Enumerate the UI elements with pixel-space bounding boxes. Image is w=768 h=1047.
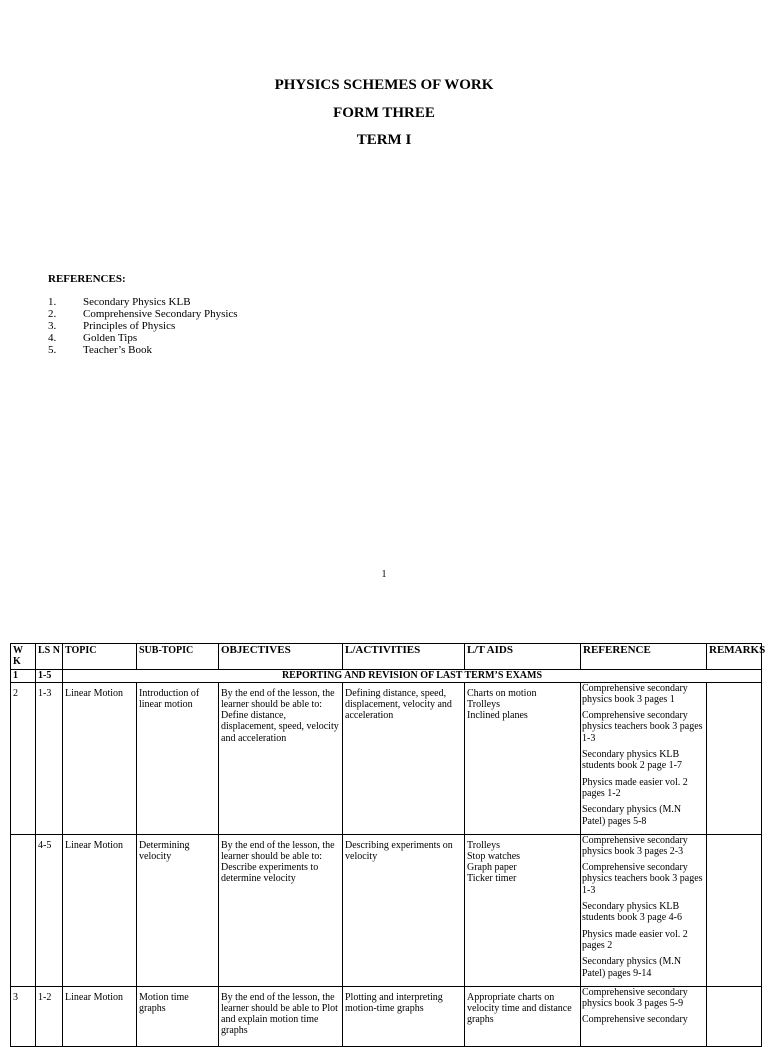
header-reference: REFERENCE	[581, 644, 707, 670]
revision-week: 1	[11, 669, 36, 682]
revision-lesson: 1-5	[36, 669, 63, 682]
table-row	[11, 986, 762, 1046]
reference-item	[48, 332, 238, 344]
cell-remarks	[707, 682, 762, 834]
aid-item: Trolleys	[467, 839, 500, 851]
reference-entry: Physics made easier vol. 2 pages 1-2	[582, 776, 688, 799]
aid-item: Graph paper	[467, 862, 517, 874]
reference-text: Golden Tips	[83, 332, 138, 344]
table-header-row	[11, 644, 762, 670]
aid-item: Inclined planes	[467, 710, 528, 722]
reference-number: 3.	[48, 320, 57, 332]
cell-activities: Describing experiments on velocity	[343, 834, 465, 986]
title-line-3: TERM I	[356, 132, 412, 148]
cell-subtopic: Introduction of linear motion	[137, 682, 219, 834]
reference-entry: Comprehensive secondary	[582, 1014, 688, 1026]
header-subtopic: SUB-TOPIC	[137, 644, 219, 670]
aid-item: Ticker timer	[467, 873, 517, 885]
cell-lesson: 1-2	[36, 986, 63, 1046]
title-line-1: PHYSICS SCHEMES OF WORK	[274, 77, 494, 93]
cell-remarks	[707, 986, 762, 1046]
reference-entry: Comprehensive secondary physics teachers book 3 pages 1-3	[582, 862, 703, 896]
aid-item: Trolleys	[467, 698, 500, 710]
reference-text: Secondary Physics KLB	[83, 296, 191, 308]
reference-text: Teacher’s Book	[83, 344, 152, 356]
reference-number: 4.	[48, 332, 57, 344]
references-heading: REFERENCES:	[48, 273, 126, 285]
cell-topic: Linear Motion	[63, 834, 137, 986]
document-title	[0, 76, 768, 159]
references-section	[48, 273, 238, 356]
header-aids: L/T AIDS	[465, 644, 581, 670]
cell-activities: Plotting and interpreting motion-time graphs	[343, 986, 465, 1046]
cell-topic: Linear Motion	[63, 986, 137, 1046]
header-week: W K	[11, 644, 36, 670]
cell-references	[581, 986, 707, 1046]
cell-references	[581, 834, 707, 986]
revision-row	[11, 669, 762, 682]
aid-item: Charts on motion	[467, 687, 537, 699]
revision-text: REPORTING AND REVISION OF LAST TERM’S EXAMS	[63, 669, 762, 682]
header-remarks: REMARKS	[707, 644, 762, 670]
header-topic: TOPIC	[63, 644, 137, 670]
reference-item	[48, 296, 238, 308]
cell-objectives: By the end of the lesson, the learner should be able to: Define distance, displacement, speed, velocity and acceleration	[219, 682, 343, 834]
cell-lesson: 1-3	[36, 682, 63, 834]
reference-entry: Secondary physics (M.N Patel) pages 9-14	[582, 956, 682, 979]
cell-week: 3	[11, 986, 36, 1046]
cell-objectives: By the end of the lesson, the learner should be able to Plot and explain motion time graphs	[219, 986, 343, 1046]
reference-text: Principles of Physics	[83, 320, 176, 332]
reference-entry: Comprehensive secondary physics book 3 pages 2-3	[582, 834, 688, 857]
reference-entry: Comprehensive secondary physics teachers book 3 pages 1-3	[582, 710, 703, 744]
reference-entry: Secondary physics KLB students book 3 page 4-6	[582, 901, 682, 924]
cell-aids	[465, 986, 581, 1046]
cell-subtopic: Motion time graphs	[137, 986, 219, 1046]
cell-topic: Linear Motion	[63, 682, 137, 834]
cell-objectives: By the end of the lesson, the learner should be able to: Describe experiments to determine velocity	[219, 834, 343, 986]
cell-week: 2	[11, 682, 36, 834]
header-objectives: OBJECTIVES	[219, 644, 343, 670]
scheme-of-work-table	[10, 643, 766, 1047]
reference-entry: Secondary physics (M.N Patel) pages 5-8	[582, 804, 682, 827]
cell-aids	[465, 834, 581, 986]
reference-number: 2.	[48, 308, 57, 320]
reference-number: 5.	[48, 344, 57, 356]
reference-item	[48, 308, 238, 320]
aid-item: Appropriate charts on velocity time and distance graphs	[467, 991, 572, 1026]
cell-aids	[465, 682, 581, 834]
cell-remarks	[707, 834, 762, 986]
cell-week	[11, 834, 36, 986]
cell-subtopic: Determining velocity	[137, 834, 219, 986]
header-lesson: LS N	[36, 644, 63, 670]
header-activities: L/ACTIVITIES	[343, 644, 465, 670]
title-line-2: FORM THREE	[333, 104, 435, 121]
cell-activities: Defining distance, speed, displacement, velocity and acceleration	[343, 682, 465, 834]
cell-lesson: 4-5	[36, 834, 63, 986]
reference-entry: Comprehensive secondary physics book 3 pages 1	[582, 682, 688, 705]
page-number: 1	[381, 569, 387, 580]
reference-text: Comprehensive Secondary Physics	[83, 308, 238, 320]
table-row	[11, 682, 762, 834]
reference-entry: Comprehensive secondary physics book 3 pages 5-9	[582, 986, 688, 1009]
reference-item	[48, 344, 238, 356]
reference-entry: Physics made easier vol. 2 pages 2	[582, 928, 688, 951]
reference-number: 1.	[48, 296, 57, 308]
table-row	[11, 834, 762, 986]
aid-item: Stop watches	[467, 850, 521, 862]
reference-entry: Secondary physics KLB students book 2 page 1-7	[582, 749, 682, 772]
reference-item	[48, 320, 238, 332]
cell-references	[581, 682, 707, 834]
